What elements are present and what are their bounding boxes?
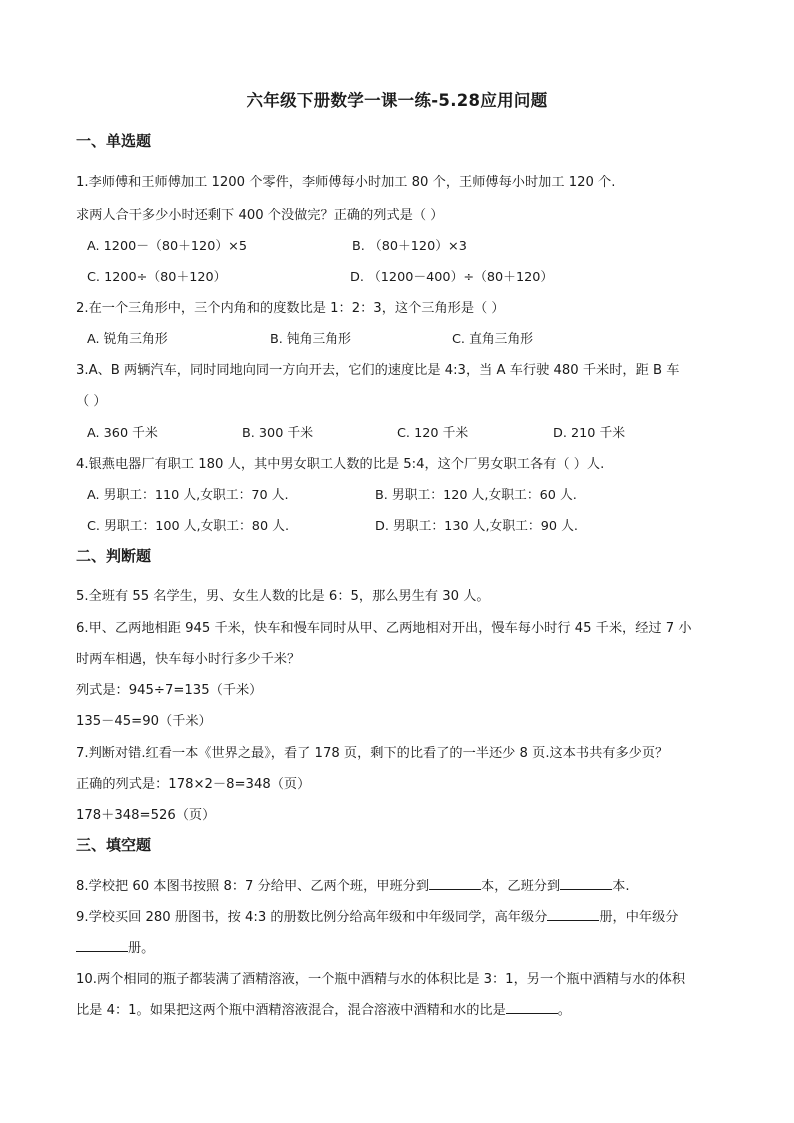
question-10-text: 10.两个相同的瓶子都装满了酒精溶液，一个瓶中酒精与水的体积比是 3：1，另一个瓶中酒精与水的体积	[76, 972, 686, 987]
question-3-option-c: C. 120 千米	[397, 426, 469, 441]
question-7-formula-2: 178＋348=526（页）	[76, 808, 216, 823]
question-4-option-a: A. 男职工：110 人,女职工：70 人.	[87, 488, 289, 503]
question-2-option-c: C. 直角三角形	[452, 332, 534, 347]
section-heading-single-choice: 一、单选题	[76, 132, 152, 150]
question-9-answer-blank-1[interactable]	[547, 906, 599, 921]
question-3-text: 3.A、B 两辆汽车，同时同地向同一方向开去，它们的速度比是 4:3，当 A 车行驶 480 千米时，距 B 车	[76, 363, 680, 378]
question-1-option-a: A. 1200－（80＋120）×5	[87, 239, 247, 254]
question-8-text-part-1: 8.学校把 60 本图书按照 8：7 分给甲、乙两个班，甲班分到	[76, 879, 430, 894]
question-10-text-part-2: 。	[557, 1003, 571, 1018]
question-8-answer-blank-2[interactable]	[560, 875, 612, 890]
question-4-option-d: D. 男职工：130 人,女职工：90 人.	[375, 519, 578, 534]
question-6-formula-1: 列式是：945÷7=135（千米）	[76, 683, 263, 698]
question-8-line	[76, 875, 630, 894]
question-1-option-d: D. （1200－400）÷（80＋120）	[350, 270, 554, 285]
question-2-option-a: A. 锐角三角形	[87, 332, 168, 347]
question-4-option-c: C. 男职工：100 人,女职工：80 人.	[87, 519, 290, 534]
question-4-option-b: B. 男职工：120 人,女职工：60 人.	[375, 488, 577, 503]
question-9-text-part-2: 册，中年级分	[599, 910, 679, 925]
question-3-option-b: B. 300 千米	[242, 426, 314, 441]
question-10-answer-blank[interactable]	[506, 999, 558, 1014]
question-3-text-cont: （ ）	[76, 394, 107, 409]
question-2-text: 2.在一个三角形中，三个内角和的度数比是 1：2：3，这个三角形是（ ）	[76, 301, 505, 316]
question-3-option-a: A. 360 千米	[87, 426, 158, 441]
question-9-line	[76, 906, 679, 925]
question-6-text: 6.甲、乙两地相距 945 千米，快车和慢车同时从甲、乙两地相对开出，慢车每小时行 45 千米，经过 7 小	[76, 621, 692, 636]
question-6-text-cont: 时两车相遇，快车每小时行多少千米？	[76, 652, 301, 667]
question-10-line-cont	[76, 999, 571, 1018]
question-9-text-part-1: 9.学校买回 280 册图书，按 4:3 的册数比例分给高年级和中年级同学，高年级分	[76, 910, 548, 925]
page-title: 六年级下册数学一课一练-5.28应用问题	[246, 91, 548, 110]
question-1-text-cont: 求两人合干多少小时还剩下 400 个没做完？正确的列式是（ ）	[76, 208, 444, 223]
question-1-option-c: C. 1200÷（80＋120）	[87, 270, 227, 285]
question-7-formula-1: 正确的列式是：178×2－8=348（页）	[76, 777, 311, 792]
question-5-text: 5.全班有 55 名学生，男、女生人数的比是 6：5，那么男生有 30 人。	[76, 589, 490, 604]
question-8-text-part-3: 本.	[612, 879, 630, 894]
question-9-answer-blank-2[interactable]	[76, 937, 128, 952]
question-6-formula-2: 135－45=90（千米）	[76, 714, 212, 729]
question-1-option-b: B. （80＋120）×3	[352, 239, 467, 254]
question-9-text-part-3: 册。	[128, 941, 155, 956]
question-4-text: 4.银燕电器厂有职工 180 人，其中男女职工人数的比是 5:4，这个厂男女职工各有（ ）人.	[76, 457, 605, 472]
question-1-text: 1.李师傅和王师傅加工 1200 个零件，李师傅每小时加工 80 个，王师傅每小时加工 120 个.	[76, 175, 616, 190]
question-8-text-part-2: 本，乙班分到	[481, 879, 561, 894]
question-9-line-cont	[76, 937, 154, 956]
question-7-text: 7.判断对错.红看一本《世界之最》，看了 178 页，剩下的比看了的一半还少 8 页.这本书共有多少页？	[76, 746, 669, 761]
section-heading-fill-blank: 三、填空题	[76, 836, 152, 854]
question-8-answer-blank-1[interactable]	[429, 875, 481, 890]
question-3-option-d: D. 210 千米	[553, 426, 626, 441]
question-10-text-part-1: 比是 4：1。如果把这两个瓶中酒精溶液混合，混合溶液中酒精和水的比是	[76, 1003, 506, 1018]
question-2-option-b: B. 钝角三角形	[270, 332, 351, 347]
section-heading-true-false: 二、判断题	[76, 547, 152, 565]
